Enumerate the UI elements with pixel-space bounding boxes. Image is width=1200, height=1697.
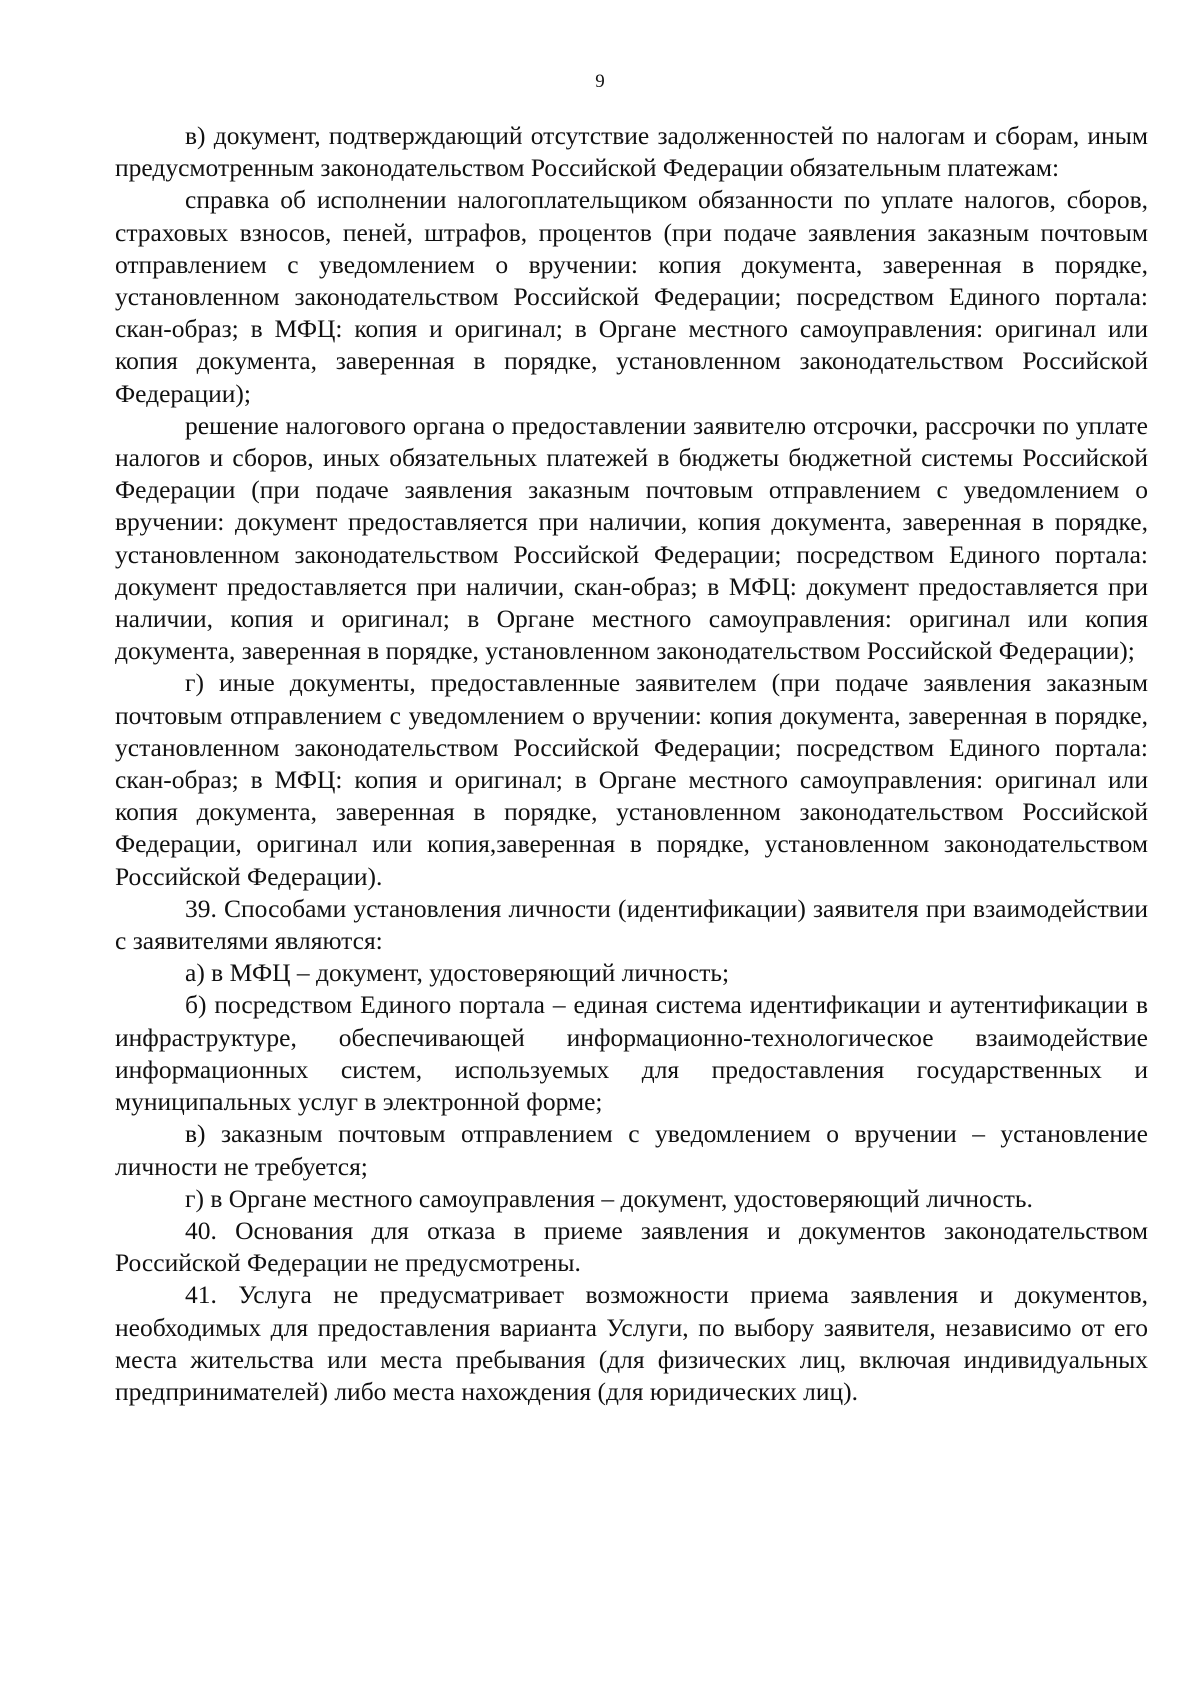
paragraph-39a-mfc: а) в МФЦ – документ, удостоверяющий личность; bbox=[185, 958, 730, 988]
paragraph-tax-certificate: справка об исполнении налогоплательщиком обязанности по уплате налогов, сборов, страховых взносов, пеней, штрафов, процентов (при подаче заявления заказным почтовым отправлением с уведомлением о вручении: копия документа, заверенная в порядке, установленном законодательством Российской Федерации; посредством Единого портала: скан-образ; в МФЦ: копия и оригинал; в Органе местного самоуправления: оригинал или копия документа, заверенная в порядке, установленном законодательством Российской Федерации); bbox=[115, 185, 1148, 408]
paragraph-41-extraterritorial: 41. Услуга не предусматривает возможности приема заявления и документов, необходимых для предоставления варианта Услуги, по выбору заявителя, независимо от его места жительства или места пребывания (для физических лиц, включая индивидуальных предпринимателей) либо места нахождения (для юридических лиц). bbox=[115, 1280, 1148, 1406]
paragraph-tax-deferral-decision: решение налогового органа о предоставлении заявителю отсрочки, рассрочки по уплате налогов и сборов, иных обязательных платежей в бюджеты бюджетной системы Российской Федерации (при подаче заявления заказным почтовым отправлением с уведомлением о вручении: документ предоставляется при наличии, копия документа, заверенная в порядке, установленном законодательством Российской Федерации; посредством Единого портала: документ предоставляется при наличии, скан-образ; в МФЦ: документ предоставляется при наличии, копия и оригинал; в Органе местного самоуправления: оригинал или копия документа, заверенная в порядке, установленном законодательством Российской Федерации); bbox=[115, 410, 1148, 666]
page-number: 9 bbox=[595, 71, 605, 92]
paragraph-39b-unified-portal: б) посредством Единого портала – единая система идентификации и аутентификации в инфраструктуре, обеспечивающей информационно-технологическое взаимодействие информационных систем, используемых для предоставления государственных и муниципальных услуг в электронной форме; bbox=[115, 990, 1148, 1117]
paragraph-39g-local-government: г) в Органе местного самоуправления – документ, удостоверяющий личность. bbox=[185, 1183, 1033, 1213]
paragraph-g-other-documents: г) иные документы, предоставленные заявителем (при подаче заявления заказным почтовым отправлением с уведомлением о вручении: копия документа, заверенная в порядке, установленном законодательством Российской Федерации; посредством Единого портала: скан-образ; в МФЦ: копия и оригинал; в Органе местного самоуправления: оригинал или копия документа, заверенная в порядке, установленном законодательством Российской Федерации, оригинал или копия,заверенная в порядке, установленном законодательством Российской Федерации). bbox=[115, 668, 1148, 891]
paragraph-39-identification-methods: 39. Способами установления личности (идентификации) заявителя при взаимодействии с заявителями являются: bbox=[115, 893, 1148, 956]
paragraph-40-refusal-grounds: 40. Основания для отказа в приеме заявления и документов законодательством Российской Федерации не предусмотрены. bbox=[115, 1215, 1148, 1278]
document-body bbox=[115, 120, 1148, 1408]
paragraph-39v-registered-mail: в) заказным почтовым отправлением с уведомлением о вручении – установление личности не требуется; bbox=[115, 1119, 1148, 1181]
paragraph-v-tax-debt-document: в) документ, подтверждающий отсутствие задолженностей по налогам и сборам, иным предусмотренным законодательством Российской Федерации обязательным платежам: bbox=[115, 121, 1148, 183]
